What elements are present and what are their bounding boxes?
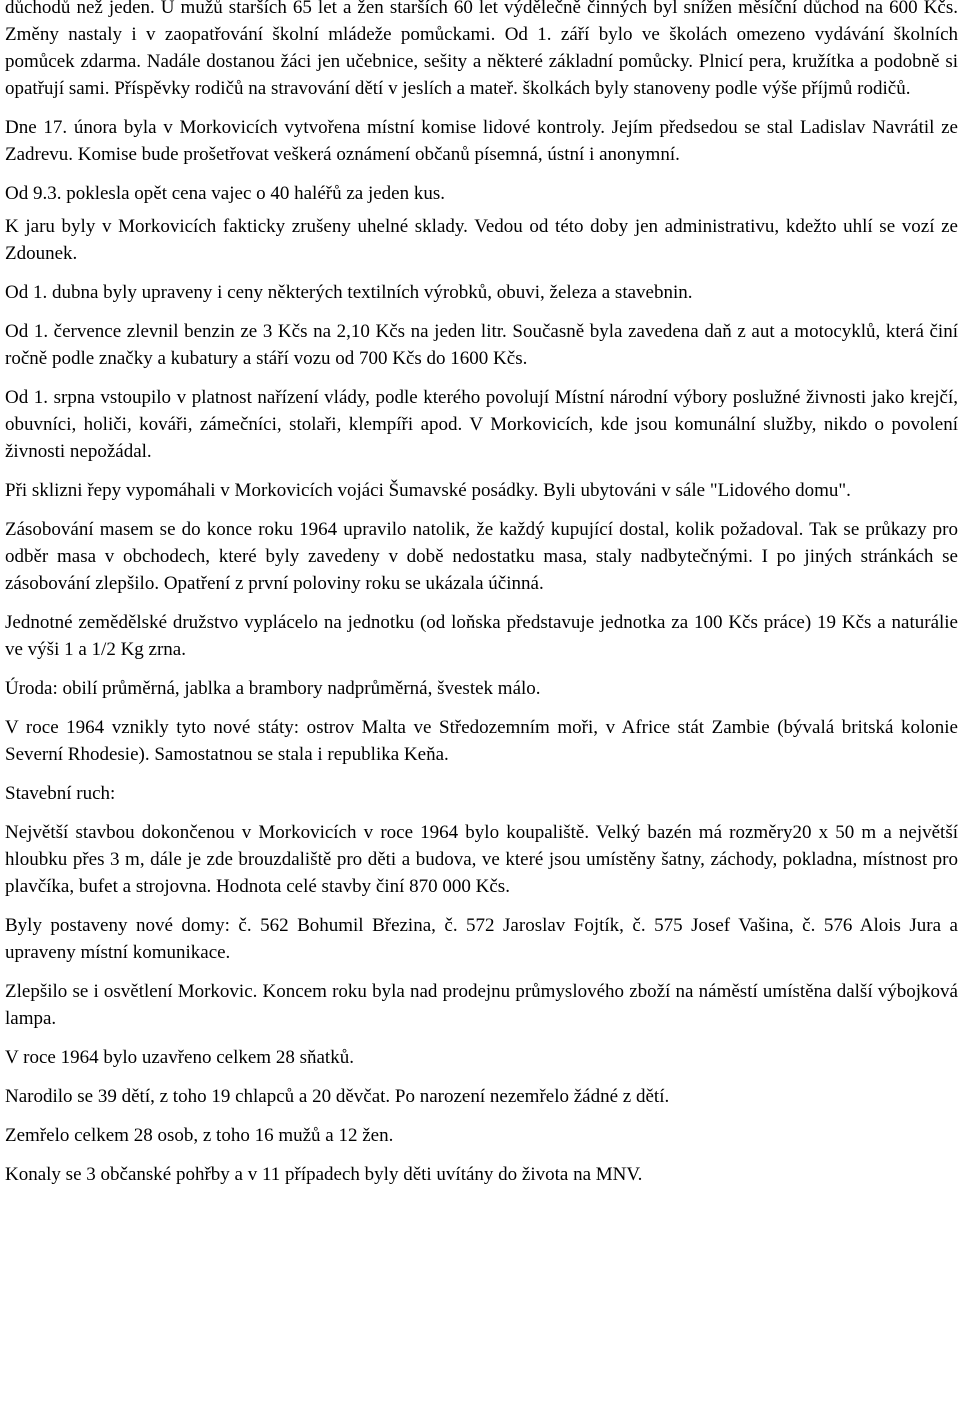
paragraph-construction-heading: Stavební ruch: xyxy=(5,783,116,804)
paragraph-marriages: V roce 1964 bylo uzavřeno celkem 28 sňatků. xyxy=(5,1047,354,1068)
paragraph-cooperative-pay: Jednotné zemědělské družstvo vyplácelo na jednotku (od loňska představuje jednotka za 100 Kčs práce) 19 Kčs a naturálie ve výši 1 a 1/2 Kg zrna. xyxy=(5,612,958,660)
paragraph-petrol-tax: Od 1. července zlevnil benzin ze 3 Kčs na 2,10 Kčs na jeden litr. Současně byla zavedena daň z aut a motocyklů, která činí ročně podle značky a kubatury a stáří vozu od 700 Kčs do 1600 Kčs. xyxy=(5,321,958,369)
paragraph-civil-ceremonies: Konaly se 3 občanské pohřby a v 11 případech byly děti uvítány do života na MNV. xyxy=(5,1164,643,1185)
document-page xyxy=(5,0,958,1200)
paragraph-beet-harvest: Při sklizni řepy vypomáhali v Morkovicích vojáci Šumavské posádky. Byli ubytováni v sále "Lidového domu". xyxy=(5,480,851,501)
paragraph-deaths: Zemřelo celkem 28 osob, z toho 16 mužů a 12 žen. xyxy=(5,1125,394,1146)
paragraph-new-houses: Byly postaveny nové domy: č. 562 Bohumil Březina, č. 572 Jaroslav Fojtík, č. 575 Josef Vašina, č. 576 Alois Jura a upraveny místní komunikace. xyxy=(5,915,958,963)
paragraph-swimming-pool: Největší stavbou dokončenou v Morkovicích v roce 1964 bylo koupaliště. Velký bazén má rozměry20 x 50 m a největší hloubku přes 3 m, dále je zde brouzdaliště pro děti a budova, ve které jsou umístěny šatny, záchody, pokladna, místnost pro plavčíka, bufet a strojovna. Hodnota celé stavby činí 870 000 Kčs. xyxy=(5,822,958,897)
paragraph-textile-prices: Od 1. dubna byly upraveny i ceny některých textilních výrobků, obuvi, železa a stavebnin. xyxy=(5,282,693,303)
paragraph-egg-price: Od 9.3. poklesla opět cena vajec o 40 haléřů za jeden kus. xyxy=(5,183,446,204)
paragraph-coal-depots: K jaru byly v Morkovicích fakticky zrušeny uhelné sklady. Vedou od této doby jen administrativu, kdežto uhlí se vozí ze Zdounek. xyxy=(5,216,958,264)
paragraph-births: Narodilo se 39 dětí, z toho 19 chlapců a 20 děvčat. Po narození nezemřelo žádné z dětí. xyxy=(5,1086,670,1107)
paragraph-meat-supply: Zásobování masem se do konce roku 1964 upravilo natolik, že každý kupující dostal, kolik požadoval. Tak se průkazy pro odběr masa v obchodech, které byly zavedeny v době nedostatku masa, staly nadbytečnými. I po jiných stránkách se zásobování zlepšilo. Opatření z první poloviny roku se ukázala účinná. xyxy=(5,519,958,594)
paragraph-new-states: V roce 1964 vznikly tyto nové státy: ostrov Malta ve Středozemním moři, v Africe stát Zambie (bývalá britská kolonie Severní Rhodesie). Samostatnou se stala i republika Keňa. xyxy=(5,717,958,765)
paragraph-control-commission: Dne 17. února byla v Morkovicích vytvořena místní komise lidové kontroly. Jejím předsedou se stal Ladislav Navrátil ze Zadrevu. Komise bude prošetřovat veškerá oznámení občanů písemná, ústní i anonymní. xyxy=(5,117,958,165)
paragraph-harvest-yield: Úroda: obilí průměrná, jablka a brambory nadprůměrná, švestek málo. xyxy=(5,678,541,699)
paragraph-street-lighting: Zlepšilo se i osvětlení Morkovic. Koncem roku byla nad prodejnu průmyslového zboží na náměstí umístěna další výbojková lampa. xyxy=(5,981,958,1029)
paragraph-pensions-school-aids: důchodů než jeden. U mužů starších 65 let a žen starších 60 let výdělečně činných byl snížen měsíční důchod na 600 Kčs. Změny nastaly i v zaopatřování školní mládeže pomůckami. Od 1. září bylo ve školách omezeno vydávání školních pomůcek zdarma. Nadále dostanou žáci jen učebnice, sešity a některé základní pomůcky. Plnicí pera, kružítka a podobně si opatřují sami. Příspěvky rodičů na stravování dětí v jeslích a mateř. školkách byly stanoveny podle výše příjmů rodičů. xyxy=(5,0,958,99)
paragraph-trades-regulation: Od 1. srpna vstoupilo v platnost nařízení vlády, podle kterého povolují Místní národní výbory poslužné živnosti jako krejčí, obuvníci, holiči, kováři, zámečníci, stolaři, klempíři apod. V Morkovicích, kde jsou komunální služby, nikdo o povolení živnosti nepožádal. xyxy=(5,387,958,462)
